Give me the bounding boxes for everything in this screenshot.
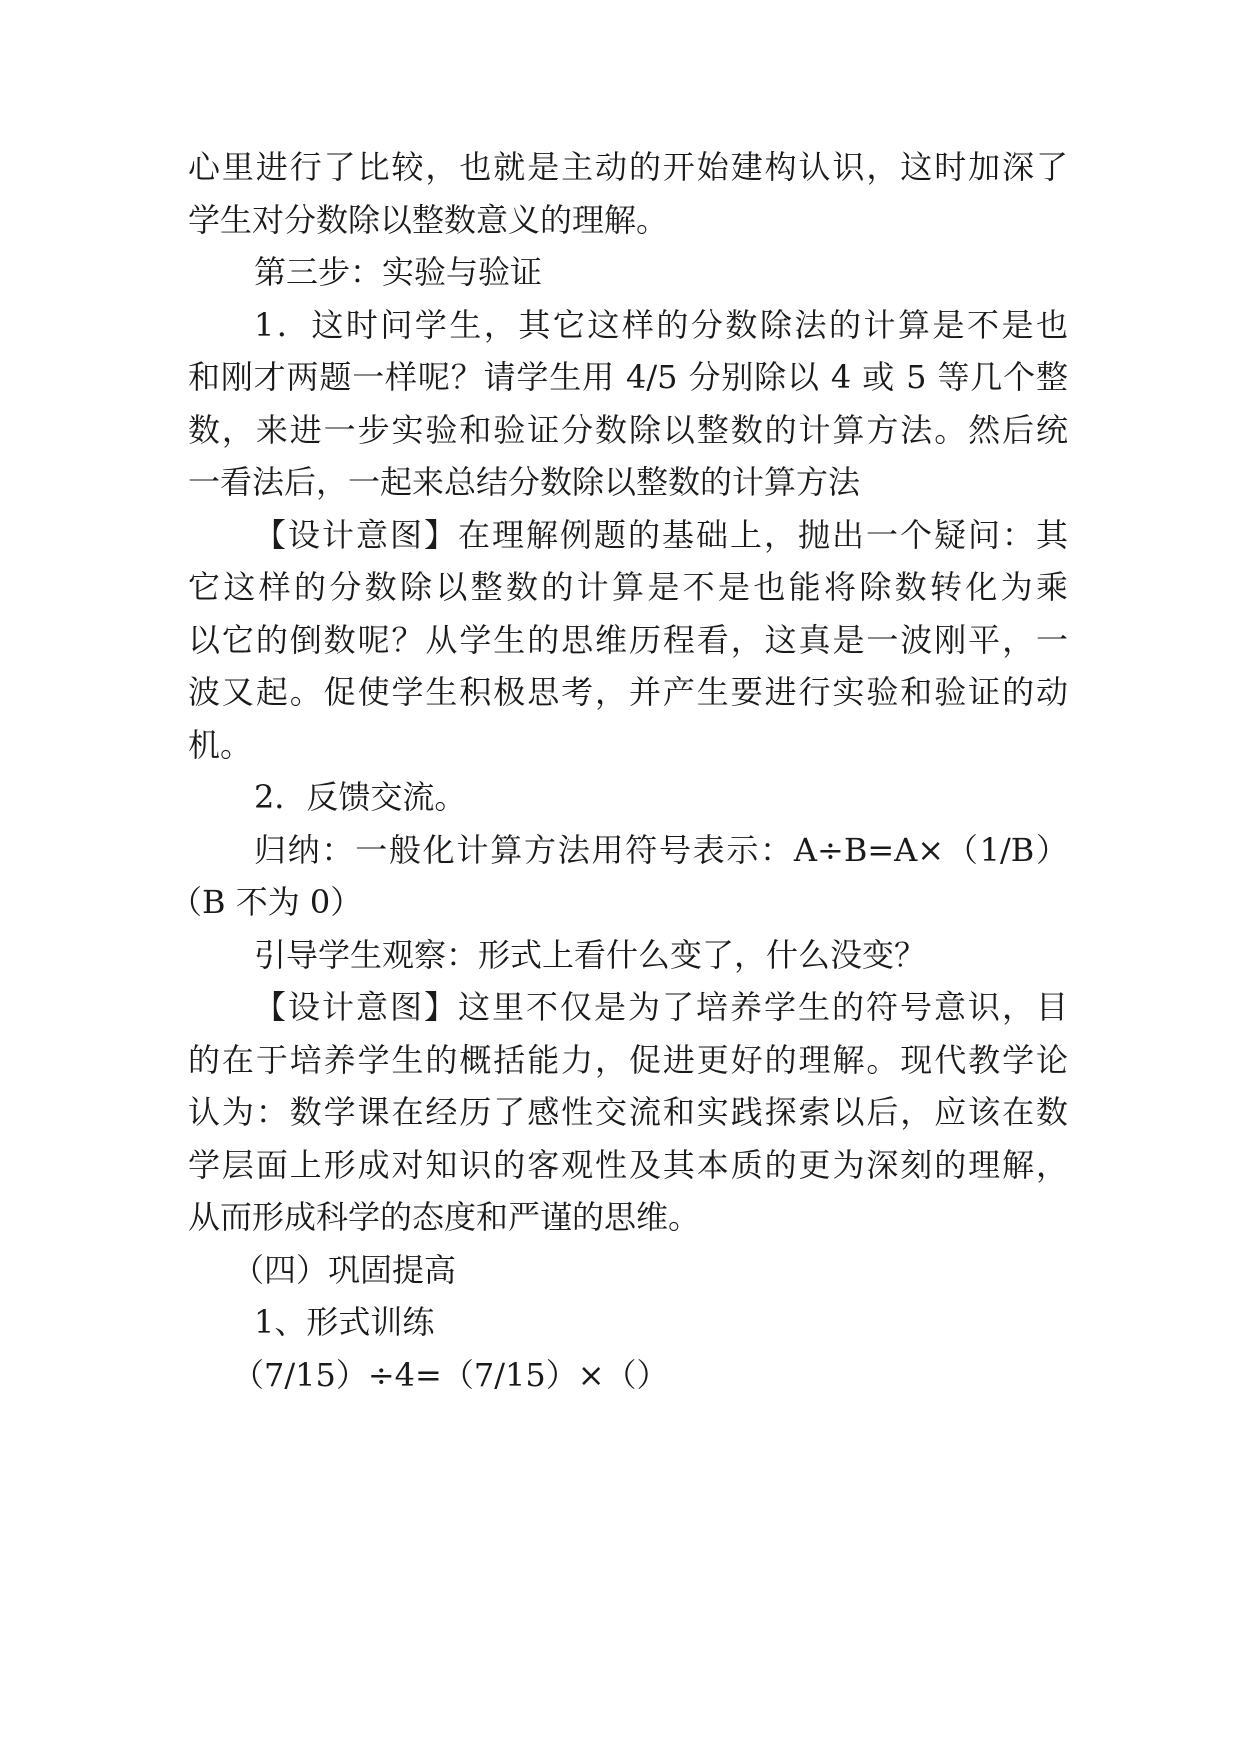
section-heading: 第三步：实验与验证 <box>254 253 543 291</box>
subsection-heading: 1、形式训练 <box>254 1303 435 1341</box>
text-line: 和刚才两题一样呢？请学生用 4/5 分别除以 4 或 5 等几个整 <box>188 358 1068 396</box>
text-line: 它这样的分数除以整数的计算是不是也能将除数转化为乘 <box>188 568 1068 606</box>
formula-line: 归纳：一般化计算方法用符号表示：A÷B=A×（1/B） <box>254 831 1068 869</box>
text-line: 1．这时问学生，其它这样的分数除法的计算是不是也 <box>254 306 1068 344</box>
text-line: 心里进行了比较，也就是主动的开始建构认识，这时加深了 <box>188 148 1068 186</box>
text-line: 的在于培养学生的概括能力，促进更好的理解。现代教学论 <box>188 1041 1068 1079</box>
exercise-line: （7/15）÷4=（7/15）×（） <box>232 1356 669 1394</box>
text-line: 数，来进一步实验和验证分数除以整数的计算方法。然后统 <box>188 411 1068 449</box>
text-line: 学生对分数除以整数意义的理解。 <box>188 201 669 239</box>
formula-condition: （B 不为 0） <box>170 883 363 921</box>
text-line: 认为：数学课在经历了感性交流和实践探索以后，应该在数 <box>188 1093 1068 1131</box>
text-line: 引导学生观察：形式上看什么变了，什么没变？ <box>254 936 927 974</box>
text-line: 2．反馈交流。 <box>254 778 467 816</box>
design-intent-line: 【设计意图】在理解例题的基础上，抛出一个疑问：其 <box>254 516 1068 554</box>
design-intent-line: 【设计意图】这里不仅是为了培养学生的符号意识，目 <box>254 988 1068 1026</box>
text-line: 从而形成科学的态度和严谨的思维。 <box>188 1198 701 1236</box>
text-line: 波又起。促使学生积极思考，并产生要进行实验和验证的动 <box>188 673 1068 711</box>
text-line: 机。 <box>188 726 253 764</box>
section-heading: （四）巩固提高 <box>232 1251 457 1289</box>
text-line: 一看法后，一起来总结分数除以整数的计算方法 <box>188 463 861 501</box>
text-line: 学层面上形成对知识的客观性及其本质的更为深刻的理解， <box>188 1146 1068 1184</box>
text-line: 以它的倒数呢？从学生的思维历程看，这真是一波刚平，一 <box>188 621 1068 659</box>
